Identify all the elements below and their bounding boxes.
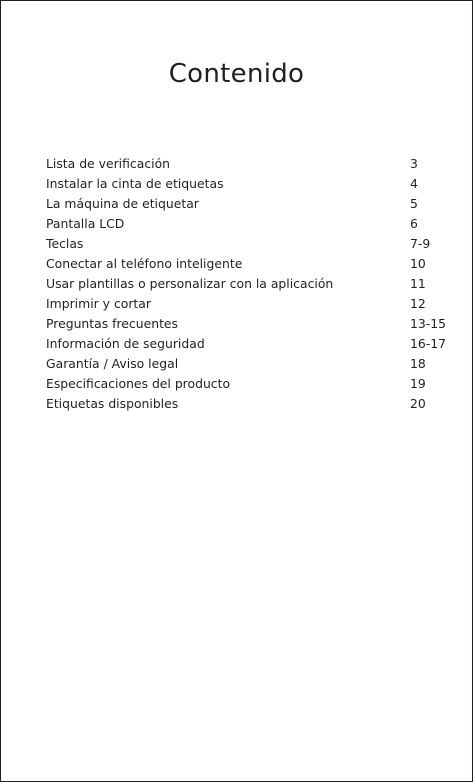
- table-of-contents: [46, 154, 456, 414]
- toc-item-specifications[interactable]: [46, 374, 456, 394]
- toc-item-templates-app[interactable]: [46, 274, 456, 294]
- toc-item-checklist[interactable]: [46, 154, 456, 174]
- toc-item-page: 6: [410, 216, 418, 231]
- toc-item-label: Teclas: [46, 236, 84, 251]
- toc-item-label: La máquina de etiquetar: [46, 196, 199, 211]
- toc-item-page: 4: [410, 176, 418, 191]
- toc-item-print-cut[interactable]: [46, 294, 456, 314]
- toc-item-label: Preguntas frecuentes: [46, 316, 179, 331]
- toc-item-page: 10: [410, 256, 426, 271]
- toc-item-page: 13-15: [410, 316, 447, 331]
- toc-item-connect-phone[interactable]: [46, 254, 456, 274]
- toc-item-page: 5: [410, 196, 418, 211]
- toc-item-label: Información de seguridad: [46, 336, 205, 351]
- toc-item-label: Usar plantillas o personalizar con la aplicación: [46, 276, 334, 291]
- toc-item-available-labels[interactable]: [46, 394, 456, 414]
- toc-item-label: Etiquetas disponibles: [46, 396, 179, 411]
- toc-item-label: Imprimir y cortar: [46, 296, 151, 311]
- toc-item-lcd-screen[interactable]: [46, 214, 456, 234]
- toc-item-page: 18: [410, 356, 426, 371]
- toc-item-label: Lista de verificación: [46, 156, 171, 171]
- toc-item-page: 11: [410, 276, 426, 291]
- toc-item-label: Pantalla LCD: [46, 216, 125, 231]
- toc-item-page: 12: [410, 296, 426, 311]
- toc-item-keys[interactable]: [46, 234, 456, 254]
- page-title: Contenido: [168, 59, 305, 89]
- toc-item-label: Instalar la cinta de etiquetas: [46, 176, 224, 191]
- toc-item-install-tape[interactable]: [46, 174, 456, 194]
- toc-item-label: Conectar al teléfono inteligente: [46, 256, 243, 271]
- toc-item-warranty[interactable]: [46, 354, 456, 374]
- toc-item-faq[interactable]: [46, 314, 456, 334]
- toc-item-page: 19: [410, 376, 426, 391]
- toc-item-page: 3: [410, 156, 418, 171]
- toc-item-page: 20: [410, 396, 426, 411]
- toc-item-label: Garantía / Aviso legal: [46, 356, 179, 371]
- toc-item-label-maker[interactable]: [46, 194, 456, 214]
- toc-item-safety[interactable]: [46, 334, 456, 354]
- toc-item-page: 16-17: [410, 336, 447, 351]
- toc-item-label: Especificaciones del producto: [46, 376, 231, 391]
- toc-item-page: 7-9: [410, 236, 431, 251]
